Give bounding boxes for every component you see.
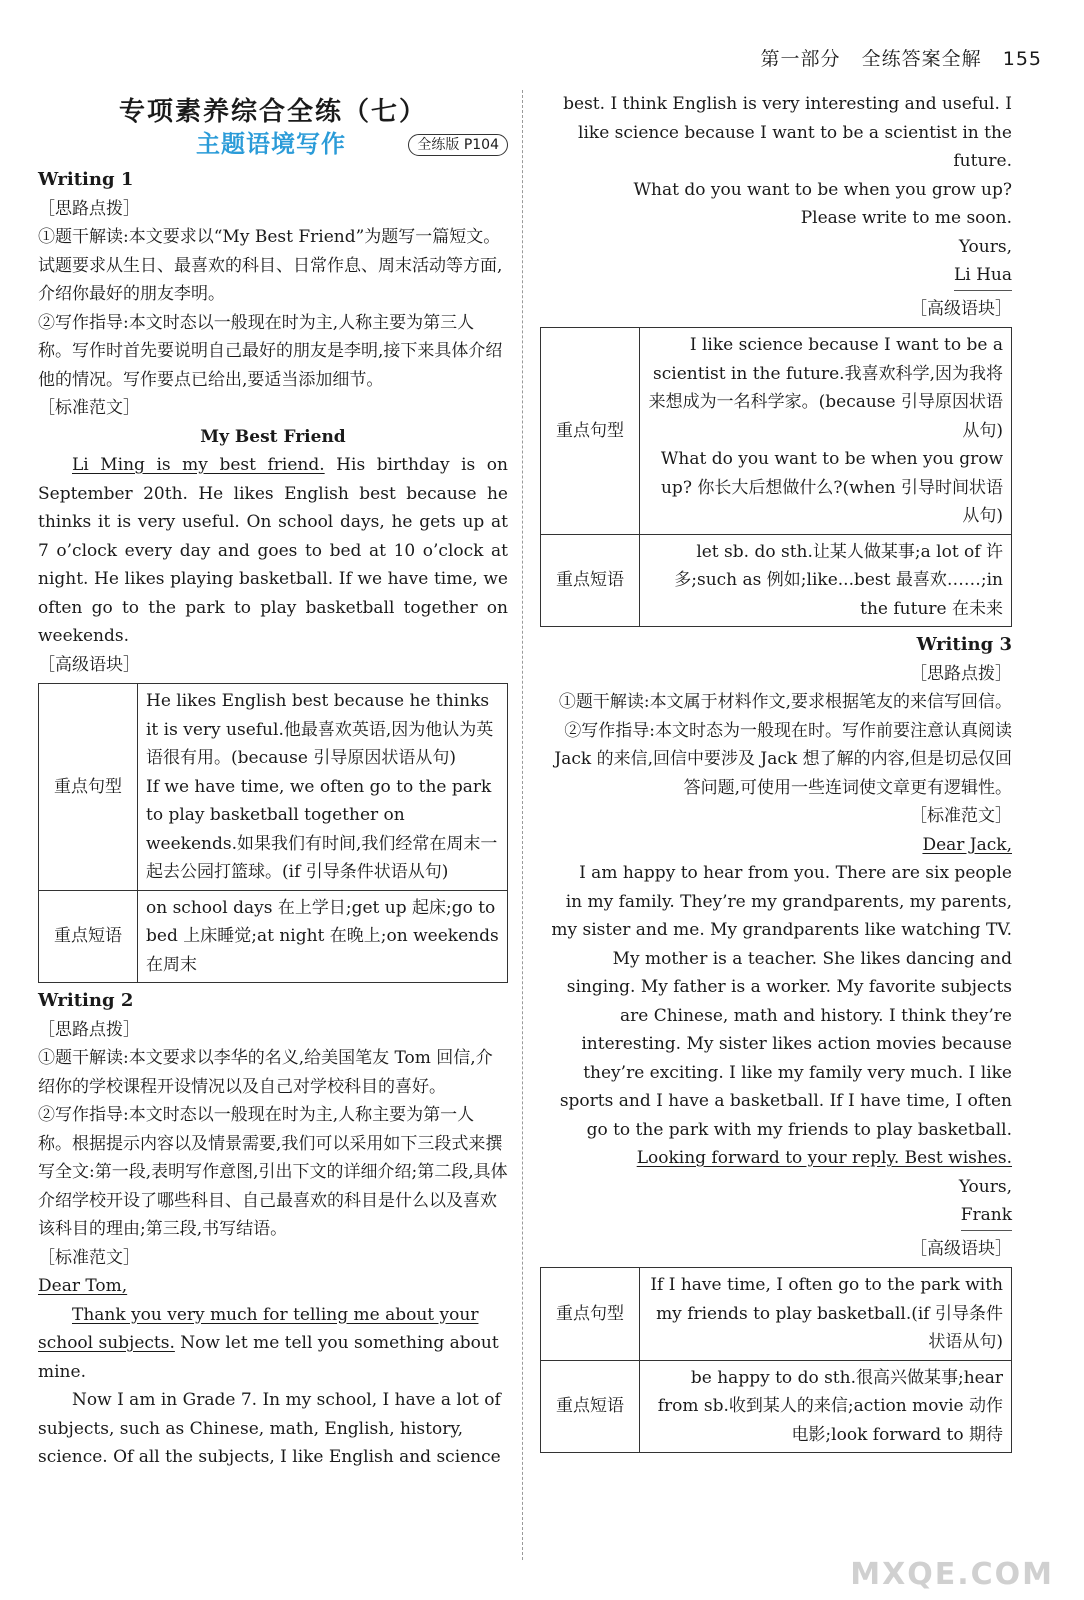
letter-greeting [540, 831, 1012, 860]
writing-3-title: Writing 3 [916, 634, 1012, 655]
section-heading: ［高级语块］ [910, 298, 1012, 319]
silu-paragraph: ①题干解读:本文属于材料作文,要求根据笔友的来信写回信。 [558, 692, 1012, 712]
table-label: 重点句型 [541, 328, 640, 535]
reference-badge: 全练版 P104 [408, 134, 508, 156]
letter-paragraph: Now I am in Grade 7. In my school, I have a lot of subjects, such as Chinese, math, English, history, science. Of all the subjects, I like English and science [38, 1390, 501, 1467]
letter-signature [540, 261, 1012, 291]
letter-closing: Yours, [958, 236, 1012, 257]
letter-paragraph [38, 1301, 508, 1387]
essay-paragraph [38, 451, 508, 651]
header-section: 第一部分 [760, 48, 841, 70]
main-title: 专项素养综合全练（七） [118, 97, 427, 127]
language-table [540, 1267, 1012, 1453]
table-label: 重点短语 [541, 1360, 640, 1453]
essay-title: My Best Friend [200, 426, 346, 447]
table-content: let sb. do sth.让某人做某事;a lot of 许多;such as 例如;like...best 最喜欢……;in the future 在未来 [640, 534, 1012, 627]
table-label: 重点句型 [39, 684, 138, 891]
signature-text: Li Hua [954, 261, 1012, 291]
left-column [38, 94, 508, 1472]
section-heading: ［思路点拨］ [910, 663, 1012, 684]
silu-paragraph: ①题干解读:本文要求以“My Best Friend”为题写一篇短文。试题要求从生日、最喜欢的科目、日常作息、周末活动等方面,介绍你最好的朋友李明。 [38, 227, 503, 304]
table-label: 重点短语 [541, 534, 640, 627]
letter-paragraph: I am happy to hear from you. There are six people in my family. They’re my grandparents, my parents, my sister and me. My grandparents like watching TV. My mother is a teacher. She likes dancing and singing. My father is a worker. My favorite subjects are Chinese, math and history. I think they’re interesting. My sister likes action movies because they’re exciting. I like my family very much. I like sports and I have a basketball. If I have time, I often go to the park with my friends to play basketball. [551, 863, 1012, 1140]
section-heading: ［标准范文］ [38, 1247, 140, 1268]
letter-paragraph: What do you want to be when you grow up? Please write to me soon. [633, 179, 1012, 228]
letter-paragraph [540, 1144, 1012, 1173]
letter-underlined: Thank you very much for telling me about your school subjects. [38, 1304, 479, 1353]
silu-paragraph: ①题干解读:本文要求以李华的名义,给美国笔友 Tom 回信,介绍你的学校课程开设情况以及自己对学校科目的喜好。 [38, 1048, 493, 1097]
letter-body: Now let me tell you something about mine. [38, 1333, 499, 1382]
essay-underlined: Li Ming is my best friend. [72, 455, 325, 475]
greeting-text: Dear Jack, [922, 834, 1012, 855]
table-content: be happy to do sth.很高兴做某事;hear from sb.收到某人的来信;action movie 动作电影;look forward to 期待 [640, 1360, 1012, 1453]
silu-paragraph: ②写作指导:本文时态为一般现在时。写作前要注意认真阅读 Jack 的来信,回信中要涉及 Jack 想了解的内容,但是切忌仅回答问题,可使用一些连词使文章更有逻辑性。 [554, 720, 1012, 798]
language-table [540, 327, 1012, 627]
page-header [761, 44, 1042, 71]
watermark: MXQE.COM [850, 1557, 1054, 1592]
letter-underlined: Looking forward to your reply. Best wishes. [636, 1148, 1012, 1168]
section-heading: ［标准范文］ [38, 398, 140, 418]
table-content: If I have time, I often go to the park with my friends to play basketball.(if 引导条件状语从句) [640, 1268, 1012, 1361]
right-column [540, 90, 1012, 1457]
subtitle-row [38, 130, 508, 166]
header-title: 全练答案全解 [861, 48, 982, 70]
letter-signature [540, 1201, 1012, 1231]
language-table [38, 683, 508, 983]
silu-paragraph: ②写作指导:本文时态以一般现在时为主,人称主要为第三人称。写作时首先要说明自己最好的朋友是李明,接下来具体介绍他的情况。写作要点已给出,要适当添加细节。 [38, 312, 503, 390]
page-number: 155 [1002, 48, 1042, 70]
table-content: on school days 在上学日;get up 起床;go to bed 上床睡觉;at night 在晚上;on weekends 在周末 [138, 890, 508, 983]
letter-paragraph: best. I think English is very interesting and useful. I like science because I want to be a scientist in the future. [563, 94, 1012, 171]
subtitle: 主题语境写作 [196, 130, 346, 158]
section-heading: ［思路点拨］ [38, 1019, 140, 1040]
letter-closing: Yours, [958, 1176, 1012, 1197]
section-heading: ［思路点拨］ [38, 198, 140, 219]
section-heading: ［标准范文］ [910, 806, 1012, 826]
greeting-text: Dear Tom, [38, 1276, 128, 1296]
column-divider [522, 90, 523, 1560]
silu-paragraph: ②写作指导:本文时态以一般现在时为主,人称主要为第一人称。根据提示内容以及情景需要,我们可以采用如下三段式来撰写全文:第一段,表明写作意图,引出下文的详细介绍;第二段,具体介绍学校开设了哪些科目、自己最喜欢的科目是什么以及喜欢该科目的理由;第三段,书写结语。 [38, 1105, 508, 1239]
letter-greeting [38, 1272, 508, 1301]
section-heading: ［高级语块］ [910, 1238, 1012, 1259]
table-label: 重点短语 [39, 890, 138, 983]
essay-body: His birthday is on September 20th. He likes English best because he thinks it is very useful. On school days, he gets up at 7 o’clock every day and goes to bed at 10 o’clock at night. He likes playing basketball. If we have time, we often go to the park to play basketball together on weekends. [38, 455, 508, 646]
writing-2-title: Writing 2 [38, 990, 134, 1011]
signature-text: Frank [961, 1201, 1012, 1231]
table-content: I like science because I want to be a scientist in the future.我喜欢科学,因为我将来想成为一名科学家。(because 引导原因状语从句) What do you want to be when you grow up? 你长大后想做什么?(when 引导时间状语从句) [640, 328, 1012, 535]
table-content: He likes English best because he thinks it is very useful.他最喜欢英语,因为他认为英语很有用。(because 引导原因状语从句) If we have time, we often go to the park to play basketball together on weekends.如果我们有时间,我们经常在周末一起去公园打篮球。(if 引导条件状语从句) [138, 684, 508, 891]
table-label: 重点句型 [541, 1268, 640, 1361]
section-heading: ［高级语块］ [38, 654, 140, 675]
writing-1-title: Writing 1 [38, 169, 134, 190]
